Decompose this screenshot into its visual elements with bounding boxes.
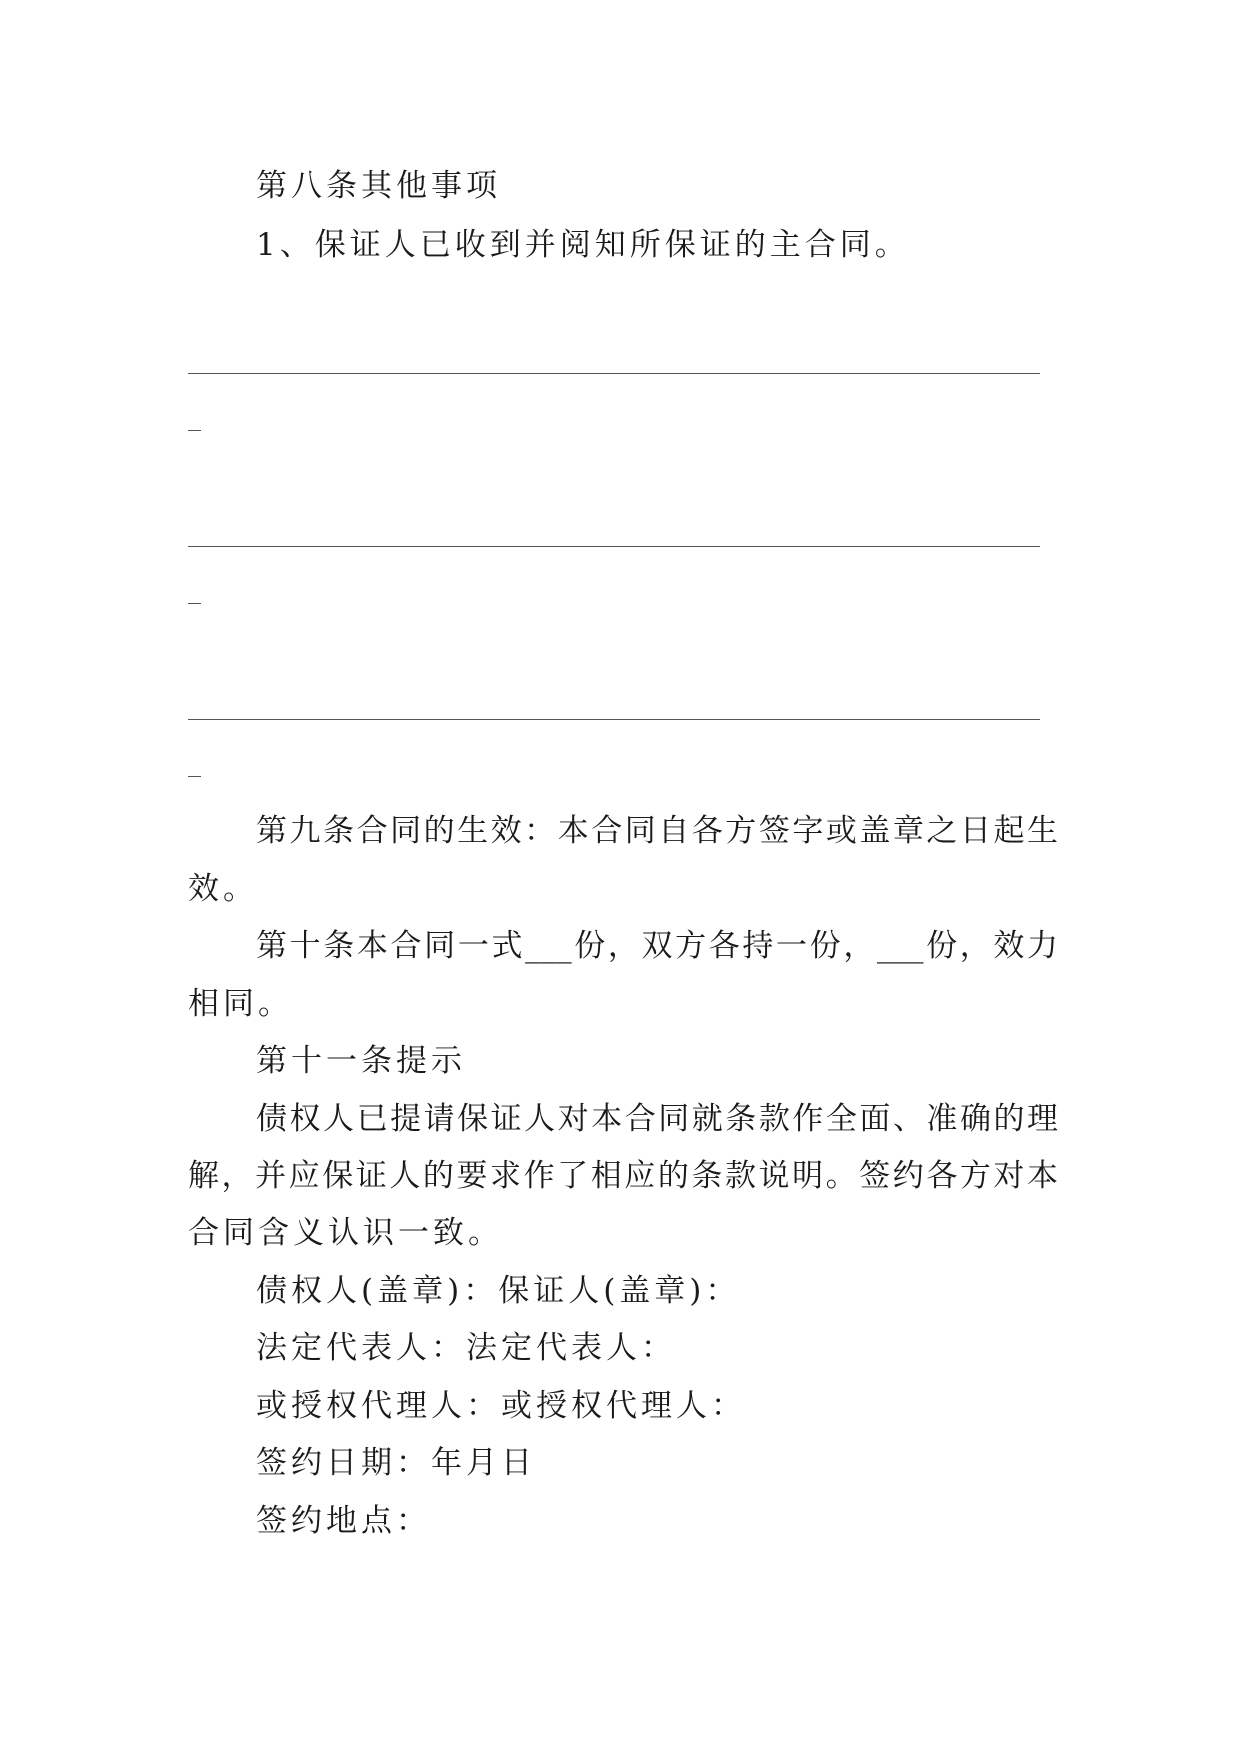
article10-line1: 第十条本合同一式___份，双方各持一份，___份，效力	[256, 928, 1058, 964]
blank-fill-line-tail	[188, 430, 201, 431]
signature-place-line: 签约地点：	[256, 1503, 431, 1539]
blank-fill-line	[188, 546, 1040, 547]
article11-heading: 第十一条提示	[256, 1043, 466, 1079]
article11-line3: 合同含义认识一致。	[188, 1215, 503, 1251]
article11-line2: 解，并应保证人的要求作了相应的条款说明。签约各方对本	[188, 1158, 1058, 1194]
blank-fill-line	[188, 373, 1040, 374]
blank-fill-line	[188, 719, 1040, 720]
article9-line2: 效。	[188, 871, 258, 907]
article11-line1: 债权人已提请保证人对本合同就条款作全面、准确的理	[256, 1101, 1058, 1137]
article8-heading: 第八条其他事项	[256, 168, 501, 204]
blank-fill-line-tail	[188, 603, 201, 604]
article8-item1: 1、保证人已收到并阅知所保证的主合同。	[256, 227, 910, 263]
signature-seal-line: 债权人(盖章)：保证人(盖章)：	[256, 1273, 741, 1309]
signature-legal-rep-line: 法定代表人：法定代表人：	[256, 1330, 676, 1366]
article10-line2: 相同。	[188, 986, 293, 1022]
signature-agent-line: 或授权代理人：或授权代理人：	[256, 1388, 746, 1424]
signature-date-line: 签约日期：年月日	[256, 1445, 536, 1481]
blank-fill-line-tail	[188, 776, 201, 777]
article9-line1: 第九条合同的生效：本合同自各方签字或盖章之日起生	[256, 813, 1058, 849]
